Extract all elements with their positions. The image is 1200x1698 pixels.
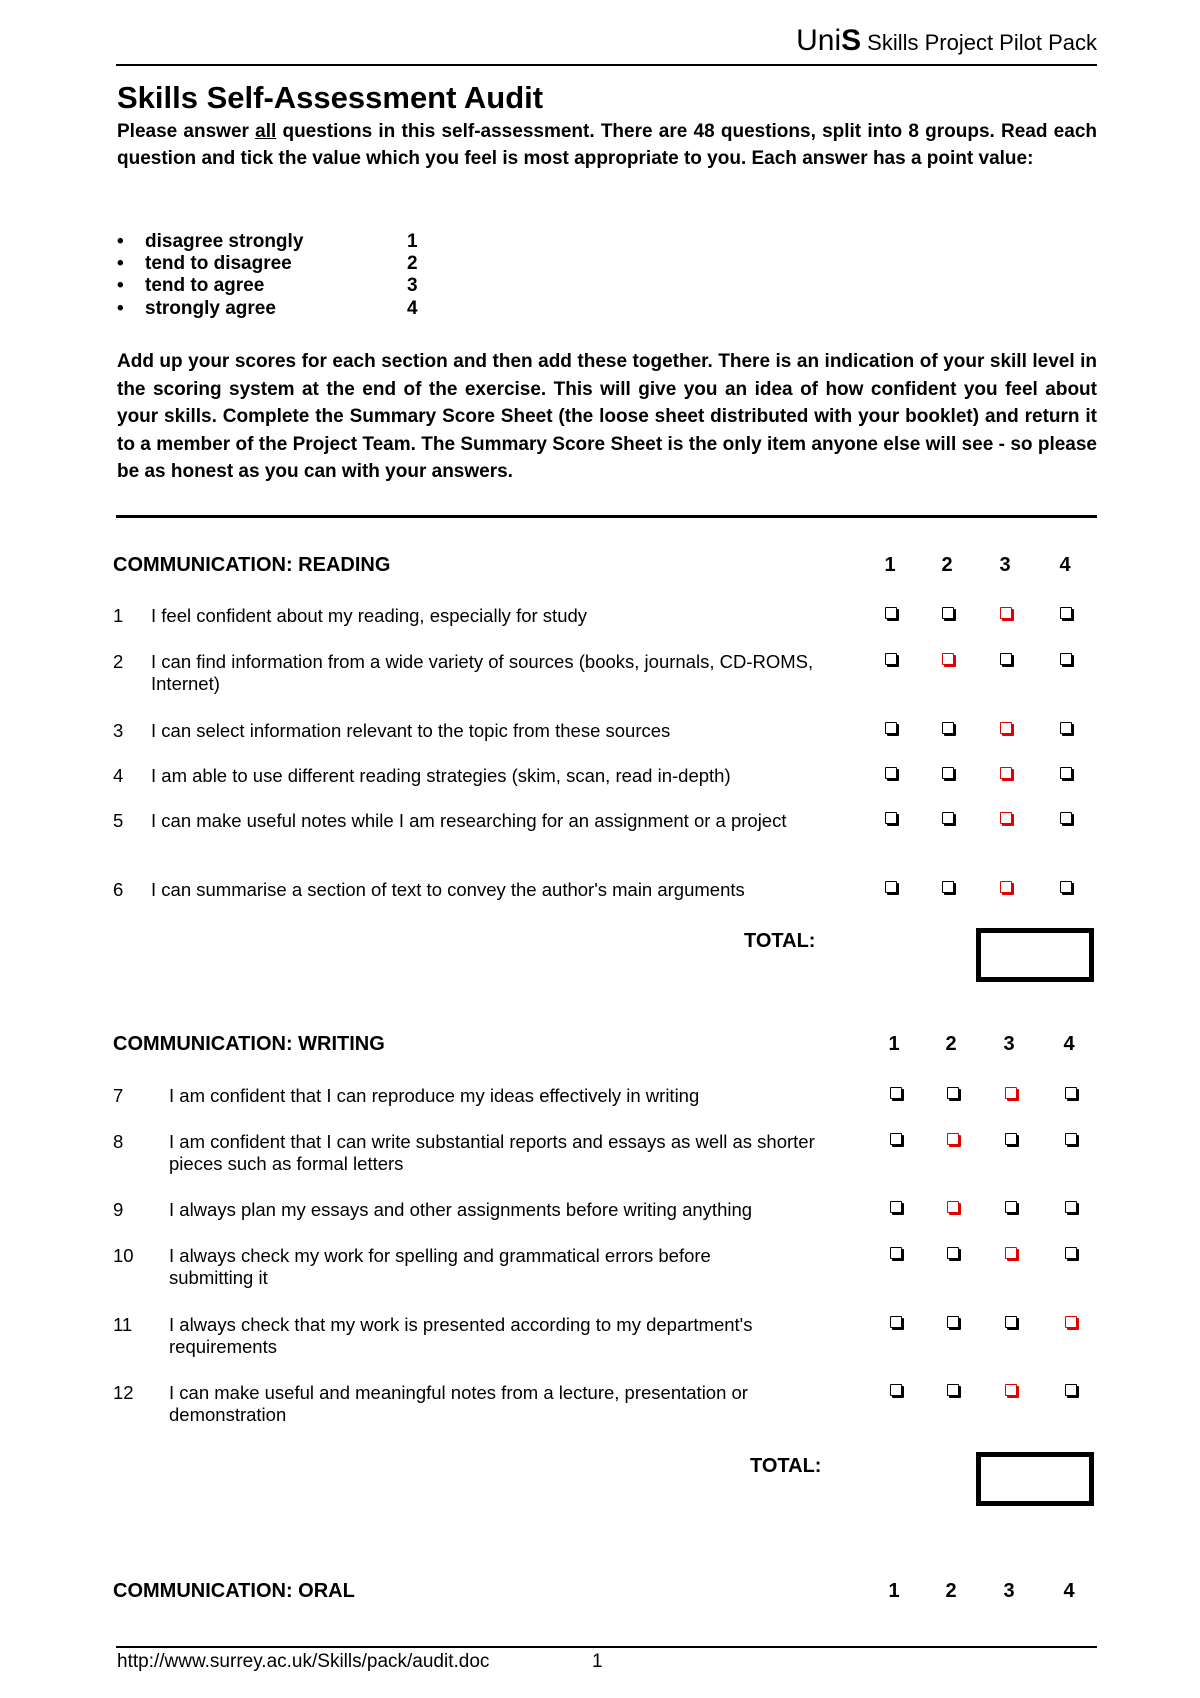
answer-checkbox[interactable] bbox=[942, 812, 954, 824]
question-text: I am confident that I can write substantial reports and essays as well as shorter pieces such as formal letters bbox=[169, 1131, 815, 1174]
question-text: I always check my work for spelling and grammatical errors before submitting it bbox=[169, 1245, 711, 1288]
page-title: Skills Self-Assessment Audit bbox=[117, 80, 544, 115]
answer-checkbox[interactable] bbox=[947, 1384, 959, 1396]
question-number: 2 bbox=[113, 651, 124, 672]
answer-checkbox[interactable] bbox=[1065, 1316, 1077, 1328]
emphasis-all: all bbox=[255, 121, 277, 142]
question-text: I feel confident about my reading, especially for study bbox=[151, 605, 588, 626]
answer-checkbox[interactable] bbox=[890, 1087, 902, 1099]
question-number: 5 bbox=[113, 810, 124, 831]
intro-text: Please answer all questions in this self-assessment. There are 48 questions, split into 8 groups. Read each question and tick the value which you feel is most appropriate to you. Each answer has a point value: bbox=[117, 121, 1097, 169]
unis-logo-uni: Uni bbox=[796, 24, 842, 57]
question-text: I can summarise a section of text to convey the author's main arguments bbox=[151, 879, 745, 900]
section-title-reading: COMMUNICATION: READING bbox=[113, 554, 391, 576]
question-text: I can make useful notes while I am researching for an assignment or a project bbox=[151, 810, 787, 831]
question-text: I can find information from a wide variety of sources (books, journals, CD-ROMS, Internet) bbox=[151, 651, 814, 694]
question-text: I always check that my work is presented according to my department's requirements bbox=[169, 1314, 753, 1357]
footer-rule bbox=[116, 1646, 1097, 1648]
answer-checkbox[interactable] bbox=[1065, 1384, 1077, 1396]
column-header-3: 3 bbox=[1003, 1033, 1015, 1055]
column-header-3: 3 bbox=[1003, 1580, 1015, 1602]
column-header-1: 1 bbox=[884, 554, 896, 576]
answer-checkbox[interactable] bbox=[1060, 881, 1072, 893]
answer-checkbox[interactable] bbox=[947, 1087, 959, 1099]
section-title-oral: COMMUNICATION: ORAL bbox=[113, 1580, 355, 1602]
question-number: 7 bbox=[113, 1085, 124, 1106]
answer-checkbox[interactable] bbox=[1000, 767, 1012, 779]
question-number: 11 bbox=[113, 1314, 133, 1335]
scale-label: strongly agree bbox=[145, 298, 276, 319]
scale-label: disagree strongly bbox=[145, 231, 304, 252]
answer-checkbox[interactable] bbox=[1065, 1133, 1077, 1145]
question-text: I can select information relevant to the topic from these sources bbox=[151, 720, 671, 741]
answer-checkbox[interactable] bbox=[885, 653, 897, 665]
answer-checkbox[interactable] bbox=[890, 1247, 902, 1259]
question-text: I am confident that I can reproduce my ideas effectively in writing bbox=[169, 1085, 700, 1106]
scale-value: 3 bbox=[407, 275, 418, 296]
answer-checkbox[interactable] bbox=[890, 1384, 902, 1396]
answer-checkbox[interactable] bbox=[947, 1316, 959, 1328]
answer-checkbox[interactable] bbox=[885, 607, 897, 619]
question-number: 12 bbox=[113, 1382, 134, 1403]
column-header-4: 4 bbox=[1059, 554, 1071, 576]
bullet-icon: • bbox=[117, 231, 124, 252]
answer-checkbox[interactable] bbox=[1060, 767, 1072, 779]
instructions-text: Add up your scores for each section and then add these together. There is an indication of your skill level in the scoring system at the end of the exercise. This will give you an idea of how confident you feel about your skills. Complete the Summary Score Sheet (the loose sheet distributed with your booklet) and return it to a member of the Project Team. The Summary Score Sheet is the only item anyone else will see - so please be as honest as you can with your answers. bbox=[117, 351, 1097, 482]
answer-checkbox[interactable] bbox=[1005, 1384, 1017, 1396]
question-number: 9 bbox=[113, 1199, 124, 1220]
question-text: I am able to use different reading strategies (skim, scan, read in-depth) bbox=[151, 765, 731, 786]
answer-checkbox[interactable] bbox=[947, 1247, 959, 1259]
answer-checkbox[interactable] bbox=[947, 1133, 959, 1145]
answer-checkbox[interactable] bbox=[1065, 1201, 1077, 1213]
section-title-writing: COMMUNICATION: WRITING bbox=[113, 1033, 385, 1055]
answer-checkbox[interactable] bbox=[1060, 607, 1072, 619]
answer-checkbox[interactable] bbox=[1065, 1247, 1077, 1259]
answer-checkbox[interactable] bbox=[1005, 1247, 1017, 1259]
question-number: 10 bbox=[113, 1245, 134, 1266]
answer-checkbox[interactable] bbox=[885, 767, 897, 779]
answer-checkbox[interactable] bbox=[942, 881, 954, 893]
column-header-4: 4 bbox=[1063, 1580, 1075, 1602]
answer-checkbox[interactable] bbox=[947, 1201, 959, 1213]
total-label: TOTAL: bbox=[750, 1455, 822, 1477]
answer-checkbox[interactable] bbox=[885, 812, 897, 824]
total-label: TOTAL: bbox=[744, 930, 816, 952]
question-number: 1 bbox=[113, 605, 124, 626]
scale-value: 1 bbox=[407, 231, 418, 252]
question-number: 4 bbox=[113, 765, 124, 786]
answer-checkbox[interactable] bbox=[1000, 653, 1012, 665]
column-header-3: 3 bbox=[999, 554, 1011, 576]
answer-checkbox[interactable] bbox=[1065, 1087, 1077, 1099]
answer-checkbox[interactable] bbox=[1000, 881, 1012, 893]
question-text: I can make useful and meaningful notes from a lecture, presentation or demonstration bbox=[169, 1382, 748, 1425]
page-header bbox=[796, 24, 1097, 58]
answer-checkbox[interactable] bbox=[1000, 607, 1012, 619]
column-header-1: 1 bbox=[888, 1033, 900, 1055]
total-input-box[interactable] bbox=[976, 928, 1094, 982]
answer-checkbox[interactable] bbox=[1000, 812, 1012, 824]
answer-checkbox[interactable] bbox=[1000, 722, 1012, 734]
answer-checkbox[interactable] bbox=[942, 722, 954, 734]
answer-checkbox[interactable] bbox=[1060, 653, 1072, 665]
bullet-icon: • bbox=[117, 275, 124, 296]
answer-checkbox[interactable] bbox=[885, 722, 897, 734]
answer-checkbox[interactable] bbox=[1005, 1201, 1017, 1213]
question-text: I always plan my essays and other assignments before writing anything bbox=[169, 1199, 753, 1220]
footer-url: http://www.surrey.ac.uk/Skills/pack/audit.doc bbox=[117, 1651, 490, 1672]
answer-checkbox[interactable] bbox=[942, 767, 954, 779]
bullet-icon: • bbox=[117, 298, 124, 319]
answer-checkbox[interactable] bbox=[1005, 1133, 1017, 1145]
column-header-2: 2 bbox=[945, 1580, 957, 1602]
header-rule bbox=[116, 64, 1097, 66]
column-header-1: 1 bbox=[888, 1580, 900, 1602]
answer-checkbox[interactable] bbox=[890, 1133, 902, 1145]
answer-checkbox[interactable] bbox=[1060, 812, 1072, 824]
column-header-2: 2 bbox=[941, 554, 953, 576]
answer-checkbox[interactable] bbox=[942, 607, 954, 619]
section-divider bbox=[116, 515, 1097, 518]
header-title: Skills Project Pilot Pack bbox=[867, 30, 1097, 55]
answer-checkbox[interactable] bbox=[942, 653, 954, 665]
question-number: 3 bbox=[113, 720, 124, 741]
scale-label: tend to disagree bbox=[145, 253, 292, 274]
answer-checkbox[interactable] bbox=[890, 1201, 902, 1213]
question-number: 6 bbox=[113, 879, 124, 900]
scale-value: 4 bbox=[407, 298, 418, 319]
column-header-4: 4 bbox=[1063, 1033, 1075, 1055]
answer-checkbox[interactable] bbox=[885, 881, 897, 893]
page-number: 1 bbox=[592, 1651, 603, 1672]
bullet-icon: • bbox=[117, 253, 124, 274]
column-header-2: 2 bbox=[945, 1033, 957, 1055]
question-number: 8 bbox=[113, 1131, 124, 1152]
answer-checkbox[interactable] bbox=[1005, 1087, 1017, 1099]
scale-value: 2 bbox=[407, 253, 418, 274]
answer-checkbox[interactable] bbox=[1005, 1316, 1017, 1328]
total-input-box[interactable] bbox=[976, 1452, 1094, 1506]
answer-checkbox[interactable] bbox=[1060, 722, 1072, 734]
unis-logo-s: S bbox=[841, 24, 862, 57]
scale-label: tend to agree bbox=[145, 275, 265, 296]
answer-checkbox[interactable] bbox=[890, 1316, 902, 1328]
